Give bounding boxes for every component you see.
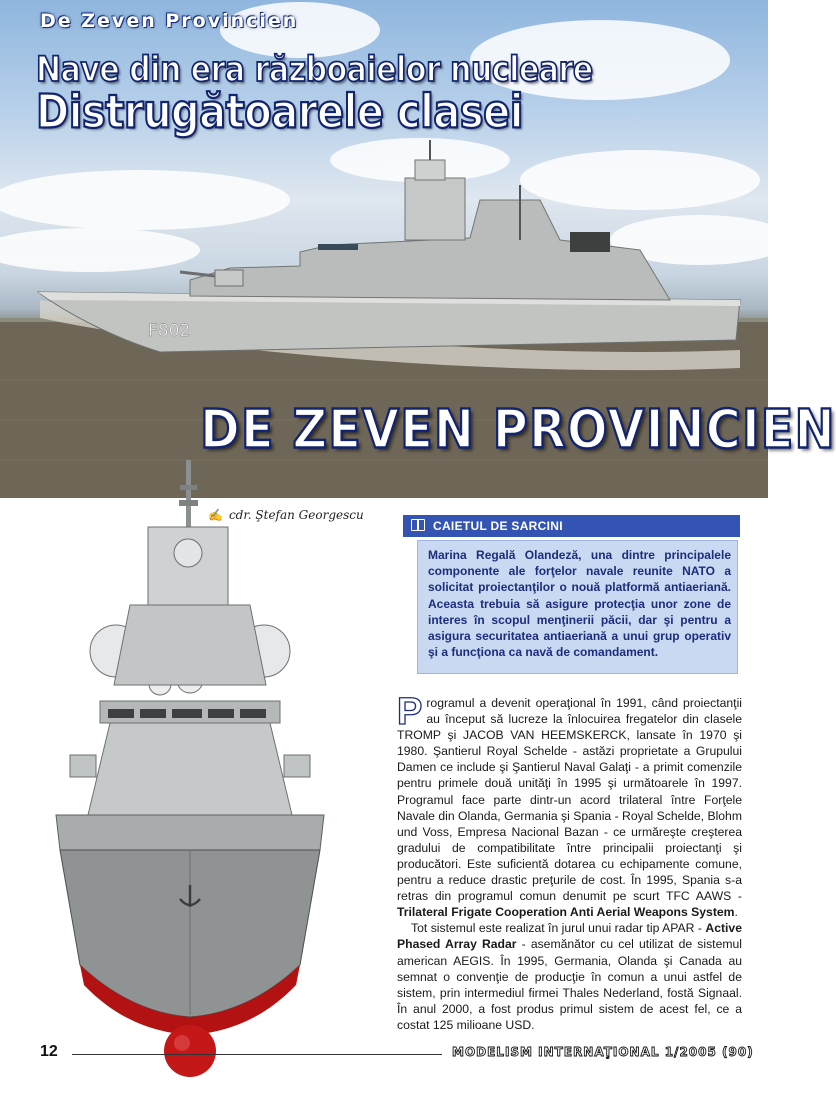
spec-box-body <box>403 537 740 678</box>
article-body <box>397 691 742 1033</box>
title-line-2: Distrugătoarele clasei <box>36 86 523 139</box>
ship-render-illustration <box>30 455 390 1080</box>
hero-photo <box>0 0 836 498</box>
article-paragraph-1 <box>397 691 742 920</box>
magazine-name: MODELISM INTERNAŢIONAL 1/2005 (90) <box>452 1045 754 1059</box>
spec-box-header <box>403 515 740 537</box>
p2-bold: Active Phased Array Radar <box>397 921 742 952</box>
article-paragraph-2 <box>397 920 742 1033</box>
spec-box <box>403 515 740 678</box>
book-icon <box>411 519 425 531</box>
footer-rule <box>72 1054 442 1055</box>
hull-number: F802 <box>148 321 191 341</box>
title-line-1: Nave din era războaielor nucleare <box>36 50 593 91</box>
p2-start: Tot sistemul este realizat în jurul unui radar tip APAR - <box>411 921 702 936</box>
p1-text: rogramul a devenit operaţional în 1991, când proiectanţii au început să lucreze la înlocuirea fregatelor din clasele TROMP şi JACOB VAN HEEMSKERCK, lansate în 1970 şi 1980. Şantierul Royal Schelde - astăzi proprietate a Grupului Damen ce include şi Şantierul Naval Galaţi - a primit comenzile pentru primele două unităţi în 1995 şi următoarele în 1997. Programul face parte dintr-un acord trilateral între Forţele Navale din Olanda, Germania şi Spania - Royal Schelde, Blohm und Voss, Empresa Nacional Bazan - ce urmăreşte creşterea gradului de compatibilitate între principalii proiectanţi şi producători. Este suficientă dotarea cu echipamente comune, pentru a reduce drastic preţurile de cost. În 1995, Spania s-a retras din programul comun denumit pe scurt TFC AAWS - <box>397 696 742 904</box>
drop-cap: P <box>397 691 423 733</box>
title-line-3: DE ZEVEN PROVINCIEN <box>200 398 836 461</box>
page-number: 12 <box>40 1043 58 1060</box>
spec-box-text: Marina Regală Olandeză, una dintre principalele componente ale forţelor navale reunite NATO a solicitat proiectanţilor o nouă platformă antiaeriană. Aceasta trebuia să asigure protecţia unor zone de interes în scopul menţinerii păcii, dar şi pentru a asigura securitatea antiaeriană a unui grup operativ şi a funcţiona ca navă de comandament. <box>417 540 738 674</box>
p1-end: . <box>734 905 738 920</box>
author-name: cdr. Ştefan Georgescu <box>228 508 364 522</box>
p2-end: - asemănător cu cel utilizat de sistemul american AEGIS. În 1995, Germania, Olanda şi Canada au semnat o convenţie de producţie în comun a unui astfel de sistem, prin intermediul firmei Thales Nederland, fostă Signaal. În anul 2000, a fost produs primul sistem de acest fel, ce a costat 125 milioane USD. <box>397 937 742 1032</box>
spec-box-heading: CAIETUL DE SARCINI <box>433 519 563 533</box>
section-tag: De Zeven Provincien <box>40 10 299 32</box>
p1-bold: Trilateral Frigate Cooperation Anti Aerial Weapons System <box>397 905 735 920</box>
pen-icon: ✍ <box>208 508 223 522</box>
